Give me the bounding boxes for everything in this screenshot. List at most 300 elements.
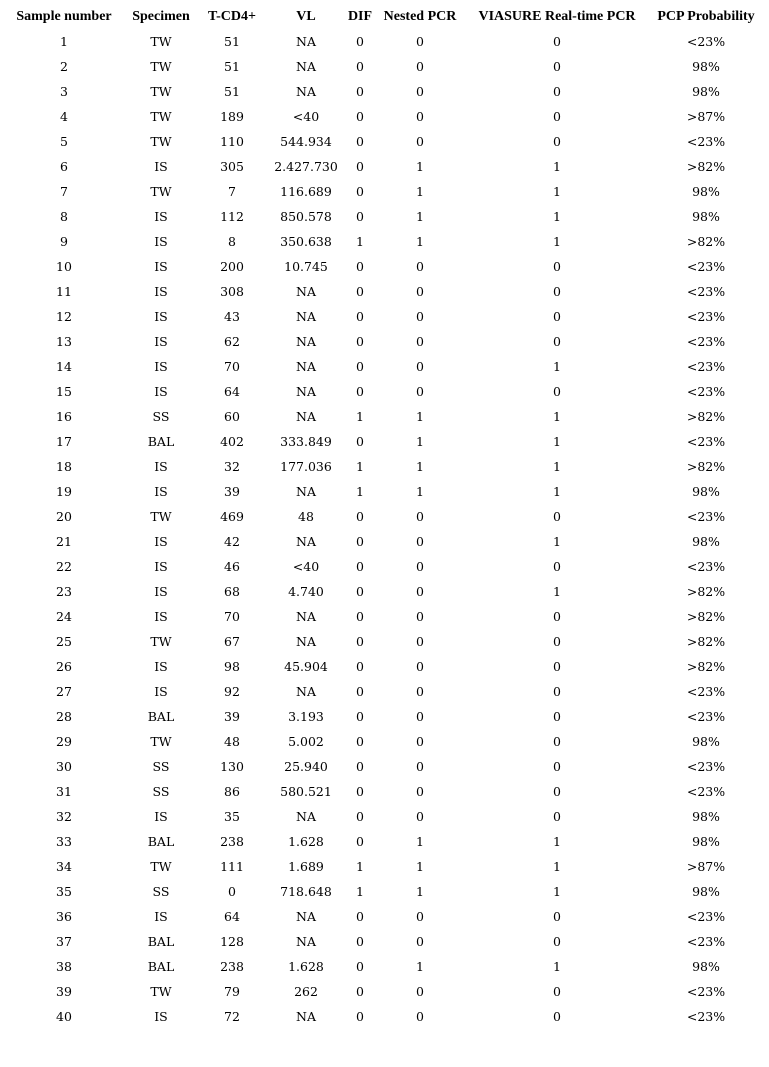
t-cd4-cell: 32 bbox=[224, 459, 240, 474]
vl-cell: NA bbox=[296, 309, 316, 324]
nested-pcr-cell: 0 bbox=[416, 684, 424, 699]
vl-cell: 10.745 bbox=[284, 259, 328, 274]
sample-number-cell: 40 bbox=[56, 1009, 72, 1024]
viasure-pcr-cell: 0 bbox=[553, 734, 561, 749]
nested-pcr-cell: 0 bbox=[416, 134, 424, 149]
header-dif: DIF bbox=[347, 9, 373, 24]
viasure-pcr-cell: 1 bbox=[553, 859, 561, 874]
pcp-probability-cell: 98% bbox=[692, 734, 720, 749]
viasure-pcr-cell: 0 bbox=[553, 59, 561, 74]
nested-pcr-cell: 0 bbox=[416, 759, 424, 774]
vl-cell: 544.934 bbox=[280, 134, 332, 149]
vl-cell: NA bbox=[296, 934, 316, 949]
table-row bbox=[5, 979, 765, 1004]
t-cd4-cell: 238 bbox=[220, 959, 244, 974]
pcp-probability-cell: <23% bbox=[686, 259, 726, 274]
sample-number-cell: 35 bbox=[56, 884, 72, 899]
nested-pcr-cell: 0 bbox=[416, 709, 424, 724]
header-specimen: Specimen bbox=[132, 9, 190, 24]
dif-cell: 0 bbox=[356, 609, 364, 624]
vl-cell: 1.628 bbox=[288, 834, 324, 849]
nested-pcr-cell: 0 bbox=[416, 309, 424, 324]
t-cd4-cell: 469 bbox=[220, 509, 244, 524]
pcp-probability-cell: >82% bbox=[686, 609, 726, 624]
table-row bbox=[5, 279, 765, 304]
dif-cell: 0 bbox=[356, 334, 364, 349]
specimen-cell: TW bbox=[150, 734, 172, 749]
table-row bbox=[5, 479, 765, 504]
specimen-cell: IS bbox=[154, 909, 168, 924]
vl-cell: 45.904 bbox=[284, 659, 328, 674]
dif-cell: 0 bbox=[356, 259, 364, 274]
viasure-pcr-cell: 1 bbox=[553, 959, 561, 974]
t-cd4-cell: 51 bbox=[224, 34, 240, 49]
sample-number-cell: 16 bbox=[56, 409, 72, 424]
table-row bbox=[5, 854, 765, 879]
specimen-cell: TW bbox=[150, 509, 172, 524]
pcp-probability-cell: 98% bbox=[692, 209, 720, 224]
nested-pcr-cell: 0 bbox=[416, 984, 424, 999]
specimen-cell: SS bbox=[152, 409, 170, 424]
dif-cell: 1 bbox=[356, 884, 364, 899]
table-row bbox=[5, 679, 765, 704]
nested-pcr-cell: 1 bbox=[416, 234, 424, 249]
specimen-cell: BAL bbox=[147, 834, 175, 849]
dif-cell: 0 bbox=[356, 159, 364, 174]
dif-cell: 0 bbox=[356, 834, 364, 849]
t-cd4-cell: 128 bbox=[220, 934, 244, 949]
dif-cell: 0 bbox=[356, 1009, 364, 1024]
table-row bbox=[5, 654, 765, 679]
t-cd4-cell: 200 bbox=[220, 259, 244, 274]
header-t-cd4: T-CD4+ bbox=[208, 9, 256, 24]
t-cd4-cell: 130 bbox=[220, 759, 244, 774]
sample-number-cell: 17 bbox=[56, 434, 72, 449]
t-cd4-cell: 110 bbox=[220, 134, 244, 149]
nested-pcr-cell: 0 bbox=[416, 284, 424, 299]
vl-cell: 4.740 bbox=[288, 584, 324, 599]
viasure-pcr-cell: 0 bbox=[553, 1009, 561, 1024]
specimen-cell: IS bbox=[154, 584, 168, 599]
table-body bbox=[5, 29, 765, 1029]
vl-cell: 333.849 bbox=[280, 434, 332, 449]
vl-cell: 177.036 bbox=[280, 459, 332, 474]
dif-cell: 1 bbox=[356, 409, 364, 424]
t-cd4-cell: 0 bbox=[228, 884, 236, 899]
nested-pcr-cell: 0 bbox=[416, 34, 424, 49]
header-pcp-probability: PCP Probability bbox=[657, 9, 755, 24]
sample-number-cell: 24 bbox=[56, 609, 72, 624]
vl-cell: 5.002 bbox=[288, 734, 324, 749]
t-cd4-cell: 8 bbox=[228, 234, 236, 249]
viasure-pcr-cell: 0 bbox=[553, 784, 561, 799]
viasure-pcr-cell: 0 bbox=[553, 284, 561, 299]
viasure-pcr-cell: 0 bbox=[553, 634, 561, 649]
table-row bbox=[5, 704, 765, 729]
table-row bbox=[5, 954, 765, 979]
specimen-cell: IS bbox=[154, 234, 168, 249]
pcp-probability-cell: <23% bbox=[686, 784, 726, 799]
sample-number-cell: 4 bbox=[60, 109, 68, 124]
specimen-cell: TW bbox=[150, 84, 172, 99]
table-row bbox=[5, 429, 765, 454]
viasure-pcr-cell: 0 bbox=[553, 684, 561, 699]
nested-pcr-cell: 0 bbox=[416, 584, 424, 599]
results-table bbox=[5, 5, 765, 1029]
t-cd4-cell: 67 bbox=[224, 634, 240, 649]
sample-number-cell: 14 bbox=[56, 359, 72, 374]
nested-pcr-cell: 0 bbox=[416, 934, 424, 949]
table-row bbox=[5, 879, 765, 904]
table-row bbox=[5, 304, 765, 329]
header-nested-pcr: Nested PCR bbox=[383, 9, 457, 24]
table-row bbox=[5, 79, 765, 104]
nested-pcr-cell: 1 bbox=[416, 434, 424, 449]
dif-cell: 0 bbox=[356, 634, 364, 649]
pcp-probability-cell: <23% bbox=[686, 934, 726, 949]
dif-cell: 0 bbox=[356, 934, 364, 949]
vl-cell: NA bbox=[296, 359, 316, 374]
pcp-probability-cell: <23% bbox=[686, 134, 726, 149]
vl-cell: NA bbox=[296, 334, 316, 349]
dif-cell: 1 bbox=[356, 484, 364, 499]
viasure-pcr-cell: 1 bbox=[553, 834, 561, 849]
sample-number-cell: 22 bbox=[56, 559, 72, 574]
sample-number-cell: 27 bbox=[56, 684, 72, 699]
nested-pcr-cell: 0 bbox=[416, 259, 424, 274]
pcp-probability-cell: <23% bbox=[686, 709, 726, 724]
specimen-cell: SS bbox=[152, 884, 170, 899]
viasure-pcr-cell: 0 bbox=[553, 934, 561, 949]
pcp-probability-cell: 98% bbox=[692, 84, 720, 99]
specimen-cell: IS bbox=[154, 809, 168, 824]
vl-cell: 262 bbox=[294, 984, 318, 999]
table-row bbox=[5, 579, 765, 604]
pcp-probability-cell: <23% bbox=[686, 309, 726, 324]
t-cd4-cell: 189 bbox=[220, 109, 244, 124]
sample-number-cell: 1 bbox=[60, 34, 68, 49]
pcp-probability-cell: <23% bbox=[686, 509, 726, 524]
viasure-pcr-cell: 0 bbox=[553, 309, 561, 324]
sample-number-cell: 9 bbox=[60, 234, 68, 249]
vl-cell: NA bbox=[296, 284, 316, 299]
t-cd4-cell: 60 bbox=[224, 409, 240, 424]
sample-number-cell: 23 bbox=[56, 584, 72, 599]
table-row bbox=[5, 254, 765, 279]
sample-number-cell: 19 bbox=[56, 484, 72, 499]
t-cd4-cell: 64 bbox=[224, 384, 240, 399]
specimen-cell: TW bbox=[150, 634, 172, 649]
t-cd4-cell: 51 bbox=[224, 59, 240, 74]
nested-pcr-cell: 0 bbox=[416, 84, 424, 99]
nested-pcr-cell: 1 bbox=[416, 209, 424, 224]
specimen-cell: BAL bbox=[147, 709, 175, 724]
table-row bbox=[5, 379, 765, 404]
dif-cell: 0 bbox=[356, 359, 364, 374]
viasure-pcr-cell: 1 bbox=[553, 534, 561, 549]
specimen-cell: TW bbox=[150, 59, 172, 74]
dif-cell: 0 bbox=[356, 984, 364, 999]
t-cd4-cell: 305 bbox=[220, 159, 244, 174]
table-row bbox=[5, 204, 765, 229]
sample-number-cell: 39 bbox=[56, 984, 72, 999]
dif-cell: 0 bbox=[356, 434, 364, 449]
viasure-pcr-cell: 0 bbox=[553, 659, 561, 674]
viasure-pcr-cell: 1 bbox=[553, 359, 561, 374]
t-cd4-cell: 48 bbox=[224, 734, 240, 749]
t-cd4-cell: 64 bbox=[224, 909, 240, 924]
table-row bbox=[5, 829, 765, 854]
dif-cell: 0 bbox=[356, 284, 364, 299]
nested-pcr-cell: 0 bbox=[416, 634, 424, 649]
specimen-cell: IS bbox=[154, 384, 168, 399]
nested-pcr-cell: 1 bbox=[416, 834, 424, 849]
specimen-cell: IS bbox=[154, 1009, 168, 1024]
table-row bbox=[5, 1004, 765, 1029]
specimen-cell: TW bbox=[150, 184, 172, 199]
vl-cell: NA bbox=[296, 84, 316, 99]
pcp-probability-cell: 98% bbox=[692, 534, 720, 549]
specimen-cell: IS bbox=[154, 334, 168, 349]
viasure-pcr-cell: 0 bbox=[553, 609, 561, 624]
table-row bbox=[5, 329, 765, 354]
pcp-probability-cell: 98% bbox=[692, 959, 720, 974]
pcp-probability-cell: 98% bbox=[692, 184, 720, 199]
nested-pcr-cell: 1 bbox=[416, 484, 424, 499]
nested-pcr-cell: 1 bbox=[416, 459, 424, 474]
t-cd4-cell: 46 bbox=[224, 559, 240, 574]
vl-cell: NA bbox=[296, 409, 316, 424]
sample-number-cell: 29 bbox=[56, 734, 72, 749]
vl-cell: 25.940 bbox=[284, 759, 328, 774]
table-row bbox=[5, 229, 765, 254]
dif-cell: 0 bbox=[356, 134, 364, 149]
vl-cell: 580.521 bbox=[280, 784, 332, 799]
sample-number-cell: 20 bbox=[56, 509, 72, 524]
viasure-pcr-cell: 0 bbox=[553, 909, 561, 924]
viasure-pcr-cell: 0 bbox=[553, 984, 561, 999]
dif-cell: 0 bbox=[356, 184, 364, 199]
sample-number-cell: 30 bbox=[56, 759, 72, 774]
table-row bbox=[5, 354, 765, 379]
pcp-probability-cell: <23% bbox=[686, 909, 726, 924]
specimen-cell: IS bbox=[154, 459, 168, 474]
vl-cell: NA bbox=[296, 59, 316, 74]
table-row bbox=[5, 29, 765, 54]
viasure-pcr-cell: 1 bbox=[553, 159, 561, 174]
vl-cell: <40 bbox=[292, 109, 320, 124]
pcp-probability-cell: <23% bbox=[686, 759, 726, 774]
specimen-cell: TW bbox=[150, 859, 172, 874]
viasure-pcr-cell: 0 bbox=[553, 34, 561, 49]
viasure-pcr-cell: 1 bbox=[553, 409, 561, 424]
pcp-probability-cell: >82% bbox=[686, 659, 726, 674]
specimen-cell: TW bbox=[150, 34, 172, 49]
dif-cell: 0 bbox=[356, 909, 364, 924]
pcp-probability-cell: >82% bbox=[686, 409, 726, 424]
vl-cell: NA bbox=[296, 909, 316, 924]
t-cd4-cell: 62 bbox=[224, 334, 240, 349]
vl-cell: NA bbox=[296, 1009, 316, 1024]
pcp-probability-cell: >82% bbox=[686, 234, 726, 249]
dif-cell: 0 bbox=[356, 309, 364, 324]
viasure-pcr-cell: 0 bbox=[553, 134, 561, 149]
vl-cell: NA bbox=[296, 634, 316, 649]
sample-number-cell: 38 bbox=[56, 959, 72, 974]
header-viasure-real-time-pcr: VIASURE Real-time PCR bbox=[478, 9, 636, 24]
specimen-cell: IS bbox=[154, 309, 168, 324]
pcp-probability-cell: <23% bbox=[686, 359, 726, 374]
dif-cell: 0 bbox=[356, 109, 364, 124]
table-row bbox=[5, 129, 765, 154]
specimen-cell: BAL bbox=[147, 934, 175, 949]
t-cd4-cell: 43 bbox=[224, 309, 240, 324]
pcp-probability-cell: <23% bbox=[686, 34, 726, 49]
specimen-cell: IS bbox=[154, 484, 168, 499]
table-row bbox=[5, 104, 765, 129]
dif-cell: 0 bbox=[356, 659, 364, 674]
nested-pcr-cell: 1 bbox=[416, 884, 424, 899]
dif-cell: 0 bbox=[356, 759, 364, 774]
sample-number-cell: 25 bbox=[56, 634, 72, 649]
specimen-cell: IS bbox=[154, 659, 168, 674]
sample-number-cell: 36 bbox=[56, 909, 72, 924]
nested-pcr-cell: 1 bbox=[416, 959, 424, 974]
viasure-pcr-cell: 0 bbox=[553, 334, 561, 349]
pcp-probability-cell: 98% bbox=[692, 484, 720, 499]
specimen-cell: IS bbox=[154, 159, 168, 174]
vl-cell: NA bbox=[296, 384, 316, 399]
viasure-pcr-cell: 0 bbox=[553, 259, 561, 274]
viasure-pcr-cell: 1 bbox=[553, 459, 561, 474]
dif-cell: 0 bbox=[356, 709, 364, 724]
nested-pcr-cell: 0 bbox=[416, 809, 424, 824]
viasure-pcr-cell: 0 bbox=[553, 109, 561, 124]
vl-cell: 1.689 bbox=[288, 859, 324, 874]
t-cd4-cell: 72 bbox=[224, 1009, 240, 1024]
sample-number-cell: 13 bbox=[56, 334, 72, 349]
viasure-pcr-cell: 0 bbox=[553, 759, 561, 774]
header-vl: VL bbox=[296, 9, 316, 24]
t-cd4-cell: 39 bbox=[224, 484, 240, 499]
sample-number-cell: 21 bbox=[56, 534, 72, 549]
sample-number-cell: 5 bbox=[60, 134, 68, 149]
viasure-pcr-cell: 1 bbox=[553, 884, 561, 899]
sample-number-cell: 33 bbox=[56, 834, 72, 849]
specimen-cell: TW bbox=[150, 134, 172, 149]
table-row bbox=[5, 404, 765, 429]
pcp-probability-cell: >82% bbox=[686, 159, 726, 174]
dif-cell: 0 bbox=[356, 209, 364, 224]
vl-cell: NA bbox=[296, 534, 316, 549]
table-row bbox=[5, 779, 765, 804]
nested-pcr-cell: 0 bbox=[416, 359, 424, 374]
sample-number-cell: 34 bbox=[56, 859, 72, 874]
dif-cell: 0 bbox=[356, 534, 364, 549]
t-cd4-cell: 70 bbox=[224, 359, 240, 374]
specimen-cell: SS bbox=[152, 759, 170, 774]
pcp-probability-cell: <23% bbox=[686, 334, 726, 349]
viasure-pcr-cell: 0 bbox=[553, 384, 561, 399]
specimen-cell: IS bbox=[154, 259, 168, 274]
header-row bbox=[5, 5, 765, 29]
t-cd4-cell: 79 bbox=[224, 984, 240, 999]
dif-cell: 0 bbox=[356, 84, 364, 99]
specimen-cell: IS bbox=[154, 359, 168, 374]
table-row bbox=[5, 729, 765, 754]
table-row bbox=[5, 154, 765, 179]
dif-cell: 1 bbox=[356, 859, 364, 874]
sample-number-cell: 2 bbox=[60, 59, 68, 74]
table-row bbox=[5, 754, 765, 779]
dif-cell: 0 bbox=[356, 384, 364, 399]
table-row bbox=[5, 529, 765, 554]
nested-pcr-cell: 0 bbox=[416, 509, 424, 524]
vl-cell: 2.427.730 bbox=[274, 159, 338, 174]
dif-cell: 1 bbox=[356, 234, 364, 249]
t-cd4-cell: 70 bbox=[224, 609, 240, 624]
nested-pcr-cell: 0 bbox=[416, 59, 424, 74]
specimen-cell: IS bbox=[154, 534, 168, 549]
pcp-probability-cell: <23% bbox=[686, 384, 726, 399]
table-row bbox=[5, 604, 765, 629]
t-cd4-cell: 7 bbox=[228, 184, 236, 199]
vl-cell: 350.638 bbox=[280, 234, 332, 249]
dif-cell: 0 bbox=[356, 559, 364, 574]
sample-number-cell: 7 bbox=[60, 184, 68, 199]
table-header bbox=[5, 5, 765, 29]
table-row bbox=[5, 629, 765, 654]
pcp-probability-cell: >82% bbox=[686, 584, 726, 599]
t-cd4-cell: 402 bbox=[220, 434, 244, 449]
specimen-cell: BAL bbox=[147, 434, 175, 449]
viasure-pcr-cell: 1 bbox=[553, 184, 561, 199]
specimen-cell: TW bbox=[150, 109, 172, 124]
specimen-cell: IS bbox=[154, 684, 168, 699]
pcp-probability-cell: <23% bbox=[686, 559, 726, 574]
table-row bbox=[5, 179, 765, 204]
sample-number-cell: 3 bbox=[60, 84, 68, 99]
vl-cell: NA bbox=[296, 609, 316, 624]
t-cd4-cell: 35 bbox=[224, 809, 240, 824]
table-row bbox=[5, 454, 765, 479]
sample-number-cell: 18 bbox=[56, 459, 72, 474]
t-cd4-cell: 42 bbox=[224, 534, 240, 549]
table-row bbox=[5, 804, 765, 829]
t-cd4-cell: 92 bbox=[224, 684, 240, 699]
t-cd4-cell: 238 bbox=[220, 834, 244, 849]
dif-cell: 0 bbox=[356, 59, 364, 74]
pcp-probability-cell: 98% bbox=[692, 834, 720, 849]
pcp-probability-cell: <23% bbox=[686, 984, 726, 999]
nested-pcr-cell: 0 bbox=[416, 534, 424, 549]
nested-pcr-cell: 0 bbox=[416, 609, 424, 624]
viasure-pcr-cell: 0 bbox=[553, 709, 561, 724]
vl-cell: 48 bbox=[298, 509, 314, 524]
dif-cell: 0 bbox=[356, 809, 364, 824]
pcp-probability-cell: >82% bbox=[686, 634, 726, 649]
nested-pcr-cell: 0 bbox=[416, 659, 424, 674]
sample-number-cell: 32 bbox=[56, 809, 72, 824]
nested-pcr-cell: 1 bbox=[416, 159, 424, 174]
dif-cell: 1 bbox=[356, 459, 364, 474]
vl-cell: NA bbox=[296, 809, 316, 824]
table-row bbox=[5, 504, 765, 529]
dif-cell: 0 bbox=[356, 509, 364, 524]
nested-pcr-cell: 1 bbox=[416, 859, 424, 874]
viasure-pcr-cell: 0 bbox=[553, 559, 561, 574]
t-cd4-cell: 111 bbox=[220, 859, 244, 874]
